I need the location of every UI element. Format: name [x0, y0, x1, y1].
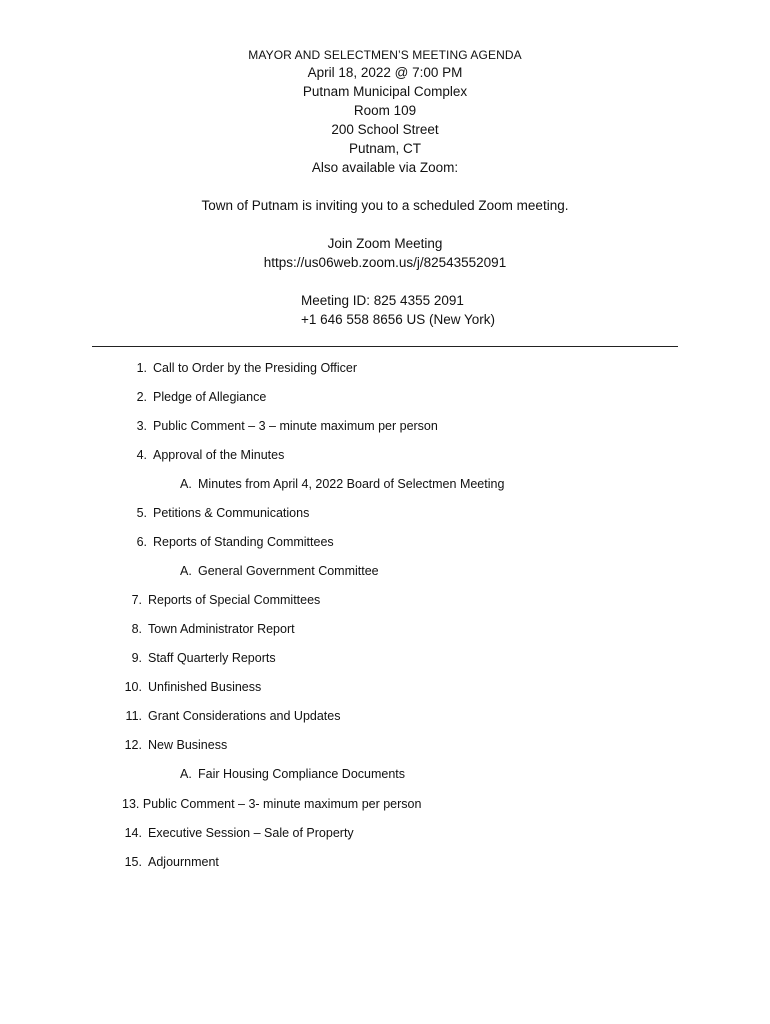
agenda-item — [129, 506, 309, 520]
zoom-invite: Town of Putnam is inviting you to a scheduled Zoom meeting. — [201, 198, 569, 213]
agenda-item-number: 2. — [136, 390, 147, 404]
agenda-item-number: 9. — [131, 651, 142, 665]
agenda-item — [122, 680, 261, 694]
agenda-item-number: 7. — [131, 593, 142, 607]
agenda-subitem — [180, 564, 379, 578]
agenda-item — [124, 622, 295, 636]
zoom-note: Also available via Zoom: — [311, 160, 459, 175]
agenda-item-number: 10. — [124, 680, 142, 694]
agenda-item-text: Approval of the Minutes — [153, 448, 285, 462]
agenda-item-text: Executive Session – Sale of Property — [148, 826, 354, 840]
agenda-subitem-letter: A. — [180, 477, 192, 491]
meeting-city: Putnam, CT — [348, 141, 422, 156]
meeting-phone: +1 646 558 8656 US (New York) — [301, 312, 496, 327]
agenda-item — [122, 797, 421, 811]
agenda-item-number: 3. — [136, 419, 147, 433]
agenda-item-text: Reports of Special Committees — [148, 593, 321, 607]
agenda-subitem-text: General Government Committee — [198, 564, 379, 578]
agenda-item-text: Public Comment – 3 – minute maximum per person — [153, 419, 438, 433]
agenda-item-text: Town Administrator Report — [148, 622, 295, 636]
agenda-subitem-letter: A. — [180, 564, 192, 578]
agenda-subitem-text: Minutes from April 4, 2022 Board of Selectmen Meeting — [198, 477, 505, 491]
agenda-item-number: 15. — [124, 855, 142, 869]
agenda-item-number: 6. — [136, 535, 147, 549]
agenda-item-number: 1. — [136, 361, 147, 375]
agenda-item-number: 5. — [136, 506, 147, 520]
agenda-item-text: Reports of Standing Committees — [153, 535, 334, 549]
agenda-item-number: 8. — [131, 622, 142, 636]
meeting-location: Putnam Municipal Complex — [302, 84, 468, 99]
agenda-item-number: 12. — [124, 738, 142, 752]
agenda-item-text: Petitions & Communications — [153, 506, 310, 520]
agenda-item-number: 11. — [125, 709, 142, 723]
agenda-item-text: Unfinished Business — [148, 680, 262, 694]
agenda-item-text: New Business — [148, 738, 228, 752]
agenda-item — [129, 419, 438, 433]
agenda-item — [129, 535, 334, 549]
agenda-subitem — [180, 477, 504, 491]
agenda-subitem-letter: A. — [180, 767, 192, 781]
agenda-title: MAYOR AND SELECTMEN’S MEETING AGENDA — [248, 48, 522, 62]
agenda-item — [124, 593, 320, 607]
meeting-room: Room 109 — [353, 103, 417, 118]
agenda-item — [122, 855, 219, 869]
agenda-item — [129, 361, 357, 375]
zoom-url-link[interactable]: https://us06web.zoom.us/j/82543552091 — [263, 255, 507, 270]
agenda-item-text: Staff Quarterly Reports — [148, 651, 276, 665]
agenda-item-text: Pledge of Allegiance — [153, 390, 267, 404]
agenda-subitem — [180, 767, 405, 781]
meeting-id: Meeting ID: 825 4355 2091 — [301, 293, 464, 308]
agenda-subitem-text: Fair Housing Compliance Documents — [198, 767, 406, 781]
agenda-item-number: 14. — [124, 826, 142, 840]
meeting-date-time: April 18, 2022 @ 7:00 PM — [307, 65, 463, 80]
join-zoom-label: Join Zoom Meeting — [327, 236, 443, 251]
agenda-item — [122, 826, 354, 840]
agenda-item-text: Grant Considerations and Updates — [148, 709, 341, 723]
agenda-item-text: Call to Order by the Presiding Officer — [153, 361, 358, 375]
agenda-item — [122, 738, 227, 752]
agenda-item-text: Public Comment – 3- minute maximum per person — [142, 797, 422, 811]
agenda-item — [129, 390, 266, 404]
agenda-item — [124, 651, 276, 665]
agenda-item — [122, 709, 340, 723]
header-divider — [92, 346, 678, 347]
agenda-item-number: 4. — [136, 448, 147, 462]
agenda-item — [129, 448, 284, 462]
agenda-item-number: 13. — [122, 797, 140, 811]
agenda-item-text: Adjournment — [148, 855, 219, 869]
meeting-street: 200 School Street — [331, 122, 439, 137]
